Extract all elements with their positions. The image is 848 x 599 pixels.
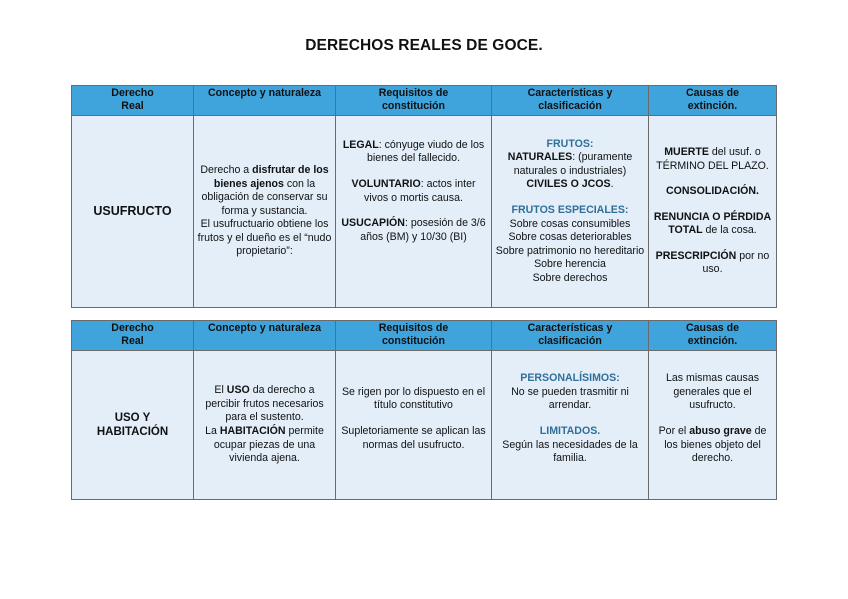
usufructo-table <box>71 85 777 308</box>
header-caracteristicas: Características y clasificación <box>492 321 649 351</box>
header-extincion: Causas de extinción. <box>649 86 777 116</box>
list-item: Sobre herencia <box>534 258 606 271</box>
limitados-text: Según las necesidades de la familia. <box>502 438 638 465</box>
frutos-naturales: NATURALES: (puramente naturales o industriales) <box>507 151 633 177</box>
frutos-heading: FRUTOS: <box>546 137 594 150</box>
extincion-consolidacion: CONSOLIDACIÓN. <box>666 185 759 198</box>
concepto-text: Derecho a disfrutar de los bienes ajenos con la obligación de conservar su forma y sustancia. <box>200 163 329 217</box>
requisito-usucapion: USUCAPIÓN: posesión de 3/6 años (BM) y 10/30 (BI) <box>341 217 486 243</box>
extincion-cell <box>649 116 777 308</box>
header-derecho-real: Derecho Real <box>72 321 194 351</box>
requisito-supletorio: Supletoriamente se aplican las normas del usufructo. <box>341 425 486 451</box>
extincion-prescripcion: PRESCRIPCIÓN por no uso. <box>655 249 770 276</box>
extincion-muerte: MUERTE del usuf. o TÉRMINO DEL PLAZO. <box>656 145 769 172</box>
concepto-uso: El USO da derecho a percibir frutos necesarios para el sustento. <box>205 384 324 424</box>
table-row <box>72 116 777 308</box>
row-title-usufructo: USUFRUCTO <box>72 116 194 308</box>
requisito-voluntario: VOLUNTARIO: actos inter vivos o mortis causa. <box>351 177 476 204</box>
uso-habitacion-table <box>71 320 777 500</box>
header-caracteristicas: Características y clasificación <box>492 86 649 116</box>
requisito-titulo: Se rigen por lo dispuesto en el título constitutivo <box>341 385 486 412</box>
frutos-civiles: CIVILES O JCOS. <box>526 178 614 191</box>
extincion-cell <box>649 351 777 500</box>
list-item: Sobre cosas deteriorables <box>508 231 632 244</box>
requisito-legal: LEGAL: cónyuge viudo de los bienes del fallecido. <box>342 138 485 165</box>
concepto-cell <box>194 351 336 500</box>
list-item: Sobre patrimonio no hereditario <box>495 244 645 257</box>
extincion-causas-generales: Las mismas causas generales que el usufructo. <box>665 372 760 412</box>
requisitos-cell <box>336 116 492 308</box>
header-requisitos: Requisitos de constitución <box>336 321 492 351</box>
concepto-habitacion: La HABITACIÓN permite ocupar piezas de una vivienda ajena. <box>205 425 324 465</box>
header-extincion: Causas de extinción. <box>649 321 777 351</box>
frutos-especiales-heading: FRUTOS ESPECIALES: <box>511 203 629 216</box>
concepto-text-2: El usufructuario obtiene los frutos y el dueño es el “nudo propietario”: <box>197 218 332 258</box>
page-title: DERECHOS REALES DE GOCE. <box>305 37 543 54</box>
header-derecho-real: Derecho Real <box>72 86 194 116</box>
concepto-cell <box>194 116 336 308</box>
list-item: Sobre cosas consumibles <box>509 217 631 230</box>
header-concepto: Concepto y naturaleza <box>194 321 336 351</box>
personalisimos-text: No se pueden trasmitir ni arrendar. <box>511 385 629 412</box>
header-concepto: Concepto y naturaleza <box>194 86 336 116</box>
header-row <box>72 321 777 351</box>
personalisimos-heading: PERSONALÍSIMOS: <box>520 372 620 385</box>
caracteristicas-cell <box>492 116 649 308</box>
table-row <box>72 351 777 500</box>
extincion-abuso: Por el abuso grave de los bienes objeto del derecho. <box>658 425 767 465</box>
requisitos-cell <box>336 351 492 500</box>
header-requisitos: Requisitos de constitución <box>336 86 492 116</box>
extincion-renuncia: RENUNCIA O PÉRDIDA TOTAL de la cosa. <box>653 210 772 237</box>
list-item: Sobre derechos <box>532 271 608 284</box>
limitados-heading: LIMITADOS. <box>539 425 601 437</box>
row-title-uso-habitacion: USO Y HABITACIÓN <box>72 351 194 500</box>
caracteristicas-cell <box>492 351 649 500</box>
header-row <box>72 86 777 116</box>
